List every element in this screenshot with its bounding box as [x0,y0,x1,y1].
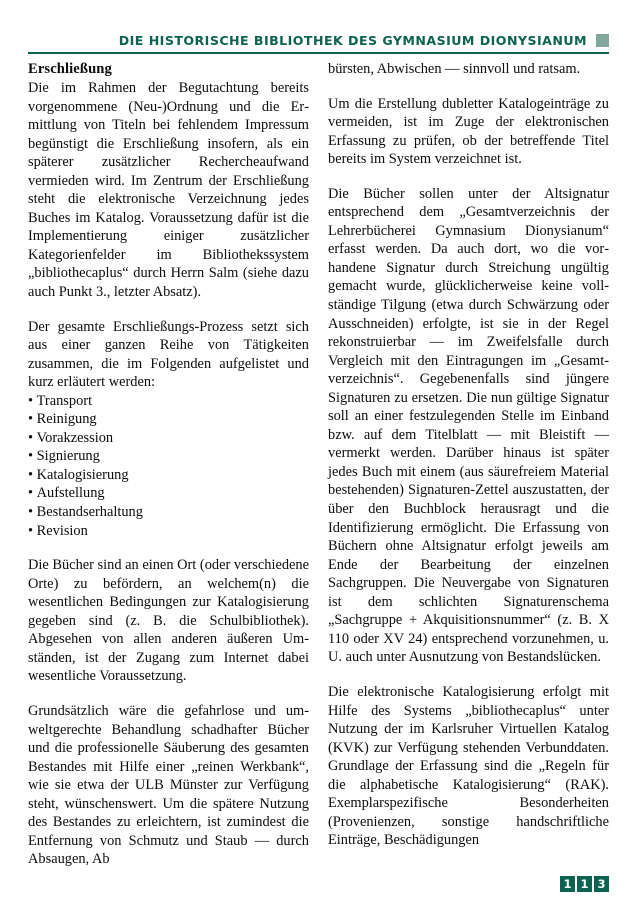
section-heading-erschliessung: Erschließung [28,61,112,77]
paragraph: Die Bücher sind an einen Ort (oder verschiedene Orte) zu befördern, an welchem(n) die wesentlichen Bedingungen zur Katalogisierung gegeben sind (z. B. die Schulbibliothek). Abgesehen von allen anderen äußeren Umständen, ist der Zugang zum Internet dabei wesentliche Voraussetzung. [28,557,309,685]
left-column [28,60,309,868]
task-bullet-list [28,392,309,540]
paragraph: Grundsätzlich wäre die gefahrlose und umweltgerechte Behandlung schadhafter Bücher und die professionelle Säuberung des gesamten Bestandes mit Hilfe einer „reinen Werkbank“, wie sie etwa der ULB Münster zur Verfügung steht, wünschenswert. Um die spätere Nutzung des Bestandes zu erleichtern, ist zumindest die Entfernung von Schmutz und Staub — durch Absaugen, Ab [28,702,309,868]
list-item: • Transport [28,392,309,411]
square-mark-icon [596,34,609,47]
folio-digit: 1 [577,876,592,892]
list-item: • Revision [28,522,309,541]
list-item: • Aufstellung [28,484,309,503]
list-item: • Reinigung [28,410,309,429]
list-item: • Signierung [28,447,309,466]
list-item: • Katalogisierung [28,466,309,485]
list-item: • Bestandserhaltung [28,503,309,522]
paragraph: bürsten, Abwischen — sinnvoll und ratsam. [328,61,581,77]
folio-digit: 3 [594,876,609,892]
two-column-text-body [28,60,609,868]
paragraph: Der gesamte Erschließungs-Prozess setzt sich aus einer ganzen Reihe von Tätigkeiten zusammen, die im Folgenden aufgelistet und kurz erläutert werden: [28,318,309,391]
right-column [328,60,609,860]
folio-digit: 1 [560,876,575,892]
list-item: • Vorakzession [28,429,309,448]
paragraph: Die Bücher sollen unter der Altsignatur entsprechend dem „Gesamtverzeichnis der Lehrerbücherei Gymnasium Dionysianum“ erfasst werden. Da auch dort, wo die vorhandene Signatur durch Streichung ungültig gemacht wurde, glücklicherweise keine vollständige Tilgung (etwa durch Schwärzung oder Ausschneiden) erfolgte, ist sie in der Regel rekonstruierbar — im Zweifelsfalle durch Vergleich mit den Eintragungen im „Gesamtverzeichnis“. Gegebenenfalls sind jüngere Signaturen zu ersetzen. Die nun gültige Signatur soll an einer festzulegenden Stelle im Einband bzw. auf dem Titelblatt — mit Bleistift — vermerkt werden. Darüber hinaus ist später jedes Buch mit einem (aus säurefreiem Material bestehenden) Signaturen-Zettel auszustatten, der über den Buchblock herausragt und die Identifizierung ermöglicht. Die Erfassung von Büchern ohne Altsignatur erfolgt jeweils am Ende der Bearbeitung der einzelnen Sachgruppen. Die Neuvergabe von Signaturen ist dem schlichten Signaturenschema „Sachgruppe + Akquisitionsnummer“ (z. B. X 110 oder XV 24) entsprechend vorzunehmen, u. U. auch unter Ausnutzung von Bestandslücken. [328,185,609,666]
paragraph: Um die Erstellung dubletter Katalogeinträge zu vermeiden, ist im Zuge der elektronischen Erfassung zu prüfen, ob der betreffende Titel bereits im System verzeichnet ist. [328,95,609,168]
paragraph: Die elektronische Katalogisierung erfolgt mit Hilfe des Systems „bibliothecaplus“ unter Nutzung der im Karlsruher Virtuellen Katalog (KVK) zur Verfügung stehenden Verbunddaten. Grundlage der Erfassung sind die „Regeln für die alphabetische Katalogisierung“ (RAK). Exemplarspezifische Besonderheiten (Provenienzen, sonstige handschriftliche Einträge, Beschädigungen [328,683,609,849]
paragraph: Die im Rahmen der Begutachtung bereits vorgenommene (Neu-)Ordnung und die Ermittlung von Titeln bei fehlendem Impressum begünstigt die Erschließung insofern, als ein späterer zusätzlicher Rechercheaufwand vermieden wird. Im Zentrum der Erschließung steht die elektronische Verzeichnung jedes Buches im Katalog. Voraussetzung dafür ist die Implementierung einiger zusätzlicher Kategorienfelder im Bibliothekssystem „bibliothecaplus“ durch Herrn Salm (siehe dazu auch Punkt 3., letzter Absatz). [28,80,309,301]
page-number-folio [560,876,609,892]
header-rule [28,52,609,54]
running-head [28,28,609,52]
running-head-title: DIE HISTORISCHE BIBLIOTHEK DES GYMNASIUM DIONYSIANUM [118,32,587,48]
